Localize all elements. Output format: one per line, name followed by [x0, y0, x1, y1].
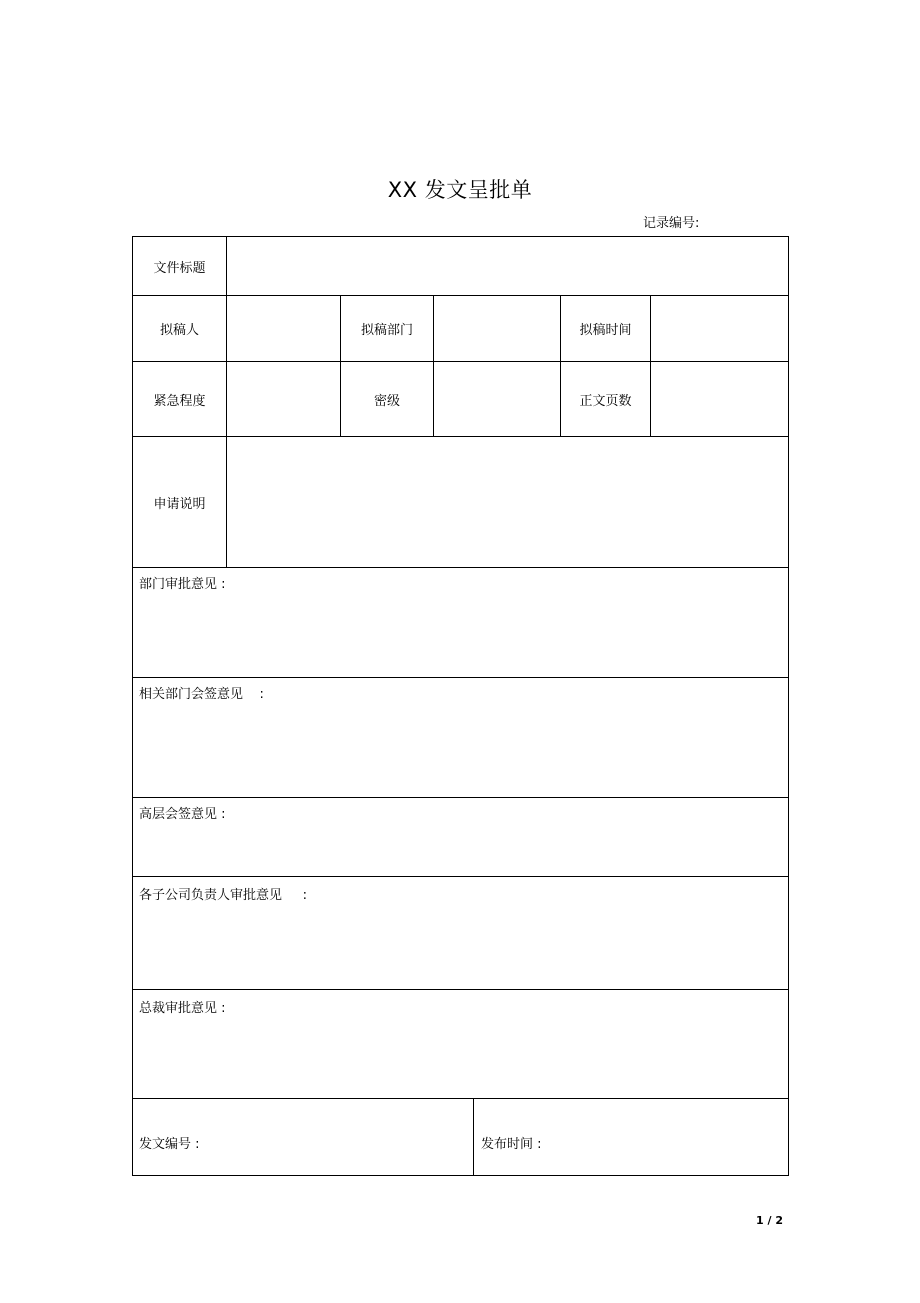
- record-number-label: 记录编号:: [643, 216, 700, 231]
- subsidiary-head-approval-area[interactable]: [133, 877, 788, 989]
- row-divider: [133, 1098, 788, 1099]
- related-department-countersign-area[interactable]: [133, 678, 788, 797]
- file-title-field[interactable]: [227, 237, 788, 295]
- drafter-label: 拟稿人: [159, 323, 199, 338]
- page-count-field[interactable]: [651, 362, 788, 436]
- department-approval-opinion-area[interactable]: [133, 568, 788, 677]
- document-number-label: 发文编号 :: [139, 1137, 200, 1152]
- drafting-time-field[interactable]: [651, 296, 788, 361]
- publish-time-label: 发布时间 :: [481, 1137, 542, 1152]
- president-approval-label: 总裁审批意见 :: [139, 1001, 226, 1016]
- page-title: XX 发文呈批单: [387, 178, 533, 202]
- page-count-label: 正文页数: [579, 393, 632, 409]
- senior-countersign-area[interactable]: [133, 798, 788, 876]
- president-approval-area[interactable]: [133, 990, 788, 1098]
- application-description-label: 申请说明: [153, 496, 206, 512]
- senior-countersign-label: 高层会签意见 :: [139, 807, 226, 822]
- security-level-label: 密级: [373, 393, 400, 409]
- drafter-field[interactable]: [227, 296, 340, 361]
- application-description-field[interactable]: [227, 437, 788, 567]
- subsidiary-head-approval-label: 各子公司负责人审批意见 :: [139, 888, 308, 903]
- file-title-label: 文件标题: [153, 260, 206, 276]
- page-indicator: 1 / 2: [756, 1214, 783, 1227]
- related-department-countersign-label: 相关部门会签意见 :: [139, 687, 264, 702]
- approval-form-table: [132, 236, 789, 1176]
- urgency-field[interactable]: [227, 362, 340, 436]
- department-approval-opinion-label: 部门审批意见 :: [139, 577, 226, 592]
- drafting-department-field[interactable]: [434, 296, 560, 361]
- security-level-field[interactable]: [434, 362, 560, 436]
- drafting-time-label: 拟稿时间: [579, 323, 632, 338]
- urgency-label: 紧急程度: [153, 393, 206, 409]
- drafting-department-label: 拟稿部门: [360, 323, 413, 338]
- column-divider: [473, 1098, 474, 1176]
